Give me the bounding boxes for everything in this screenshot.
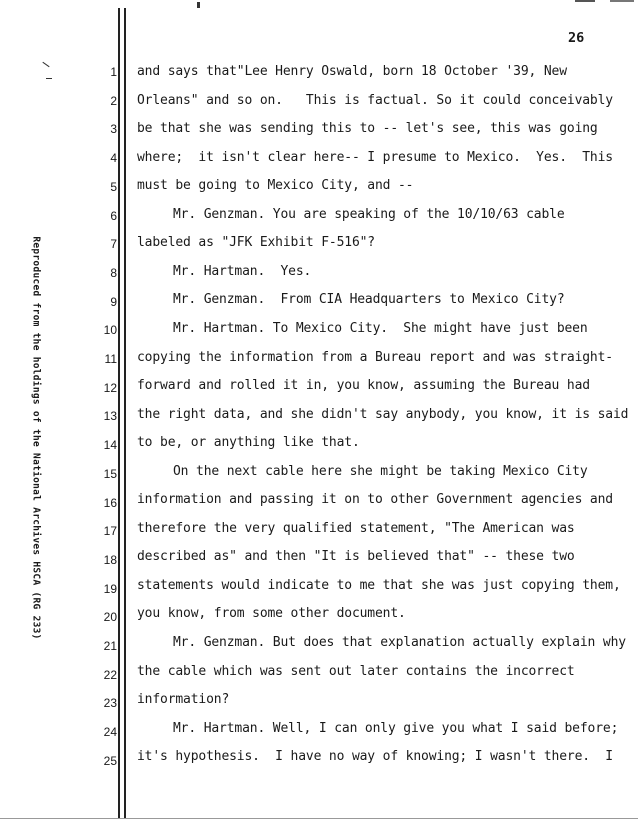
transcript-line: it's hypothesis. I have no way of knowing; I wasn't there. I [137, 749, 613, 765]
line-number: 21 [103, 639, 117, 653]
line-number: 20 [103, 610, 117, 625]
line-number: 24 [103, 725, 117, 740]
transcript-line: information and passing it on to other Government agencies and [137, 492, 613, 508]
transcript-line: information? [137, 692, 230, 708]
transcript-line: labeled as "JFK Exhibit F-516"? [137, 235, 375, 251]
line-number: 17 [103, 524, 117, 539]
scan-speck [575, 0, 595, 2]
transcript-line: On the next cable here she might be taking Mexico City [173, 463, 588, 479]
line-number: 12 [103, 380, 117, 395]
line-number: 10 [103, 323, 117, 338]
transcript-line: Mr. Genzman. But does that explanation actually explain why [173, 635, 626, 650]
transcript-line: the cable which was sent out later contains the incorrect [137, 663, 575, 679]
transcript-line: to be, or anything like that. [137, 435, 360, 451]
transcript-line: where; it isn't clear here-- I presume to Mexico. Yes. This [137, 149, 613, 165]
margin-rule-inner [124, 8, 126, 818]
line-number: 5 [110, 179, 117, 194]
line-number: 19 [103, 581, 117, 596]
line-number: 25 [103, 753, 117, 768]
scan-bottom-edge [0, 818, 638, 819]
line-number: 6 [110, 208, 117, 223]
transcript-line: Mr. Hartman. Yes. [173, 263, 312, 279]
line-number: 2 [110, 93, 117, 108]
margin-rule-outer [118, 8, 120, 818]
line-number: 11 [104, 352, 117, 366]
line-number: 18 [103, 552, 117, 567]
transcript-line: Mr. Hartman. To Mexico City. She might have just been [173, 320, 588, 336]
archive-side-note: Reproduced from the holdings of the National Archives HSCA (RG 233) [30, 236, 42, 640]
page-number: 26 [568, 30, 585, 46]
line-number: 13 [103, 409, 117, 424]
line-number: 23 [103, 696, 117, 711]
line-number: 7 [110, 237, 117, 252]
line-number: 15 [103, 466, 117, 481]
scan-speck [610, 0, 634, 2]
line-number: 9 [110, 294, 117, 309]
transcript-line: Orleans" and so on. This is factual. So it could conceivably [137, 92, 613, 108]
scan-speck [197, 2, 200, 8]
transcript-line: copying the information from a Bureau report and was straight- [137, 349, 613, 365]
transcript-line: statements would indicate to me that she was just copying them, [137, 577, 621, 593]
scan-speck [42, 62, 49, 67]
line-number: 4 [110, 151, 117, 166]
transcript-line: therefore the very qualified statement, "The American was [137, 520, 575, 536]
line-number: 1 [110, 65, 117, 79]
transcript-line: Mr. Genzman. You are speaking of the 10/10/63 cable [173, 206, 565, 222]
line-number: 14 [103, 438, 117, 453]
line-number: 3 [110, 122, 117, 137]
line-number: 22 [103, 667, 117, 682]
transcript-line: described as" and then "It is believed that" -- these two [137, 549, 575, 565]
transcript-line: and says that"Lee Henry Oswald, born 18 October '39, New [137, 64, 567, 79]
transcript-line: the right data, and she didn't say anybody, you know, it is said [137, 406, 629, 422]
line-number: 16 [103, 495, 117, 510]
transcript-line: Mr. Hartman. Well, I can only give you what I said before; [173, 720, 619, 736]
transcript-line: you know, from some other document. [137, 606, 406, 622]
transcript-line: must be going to Mexico City, and -- [137, 178, 414, 194]
transcript-line: forward and rolled it in, you know, assuming the Bureau had [137, 378, 590, 394]
line-number: 8 [110, 265, 117, 280]
transcript-line: be that she was sending this to -- let's see, this was going [137, 121, 598, 137]
scan-speck [46, 78, 52, 79]
transcript-line: Mr. Genzman. From CIA Headquarters to Mexico City? [173, 292, 565, 308]
